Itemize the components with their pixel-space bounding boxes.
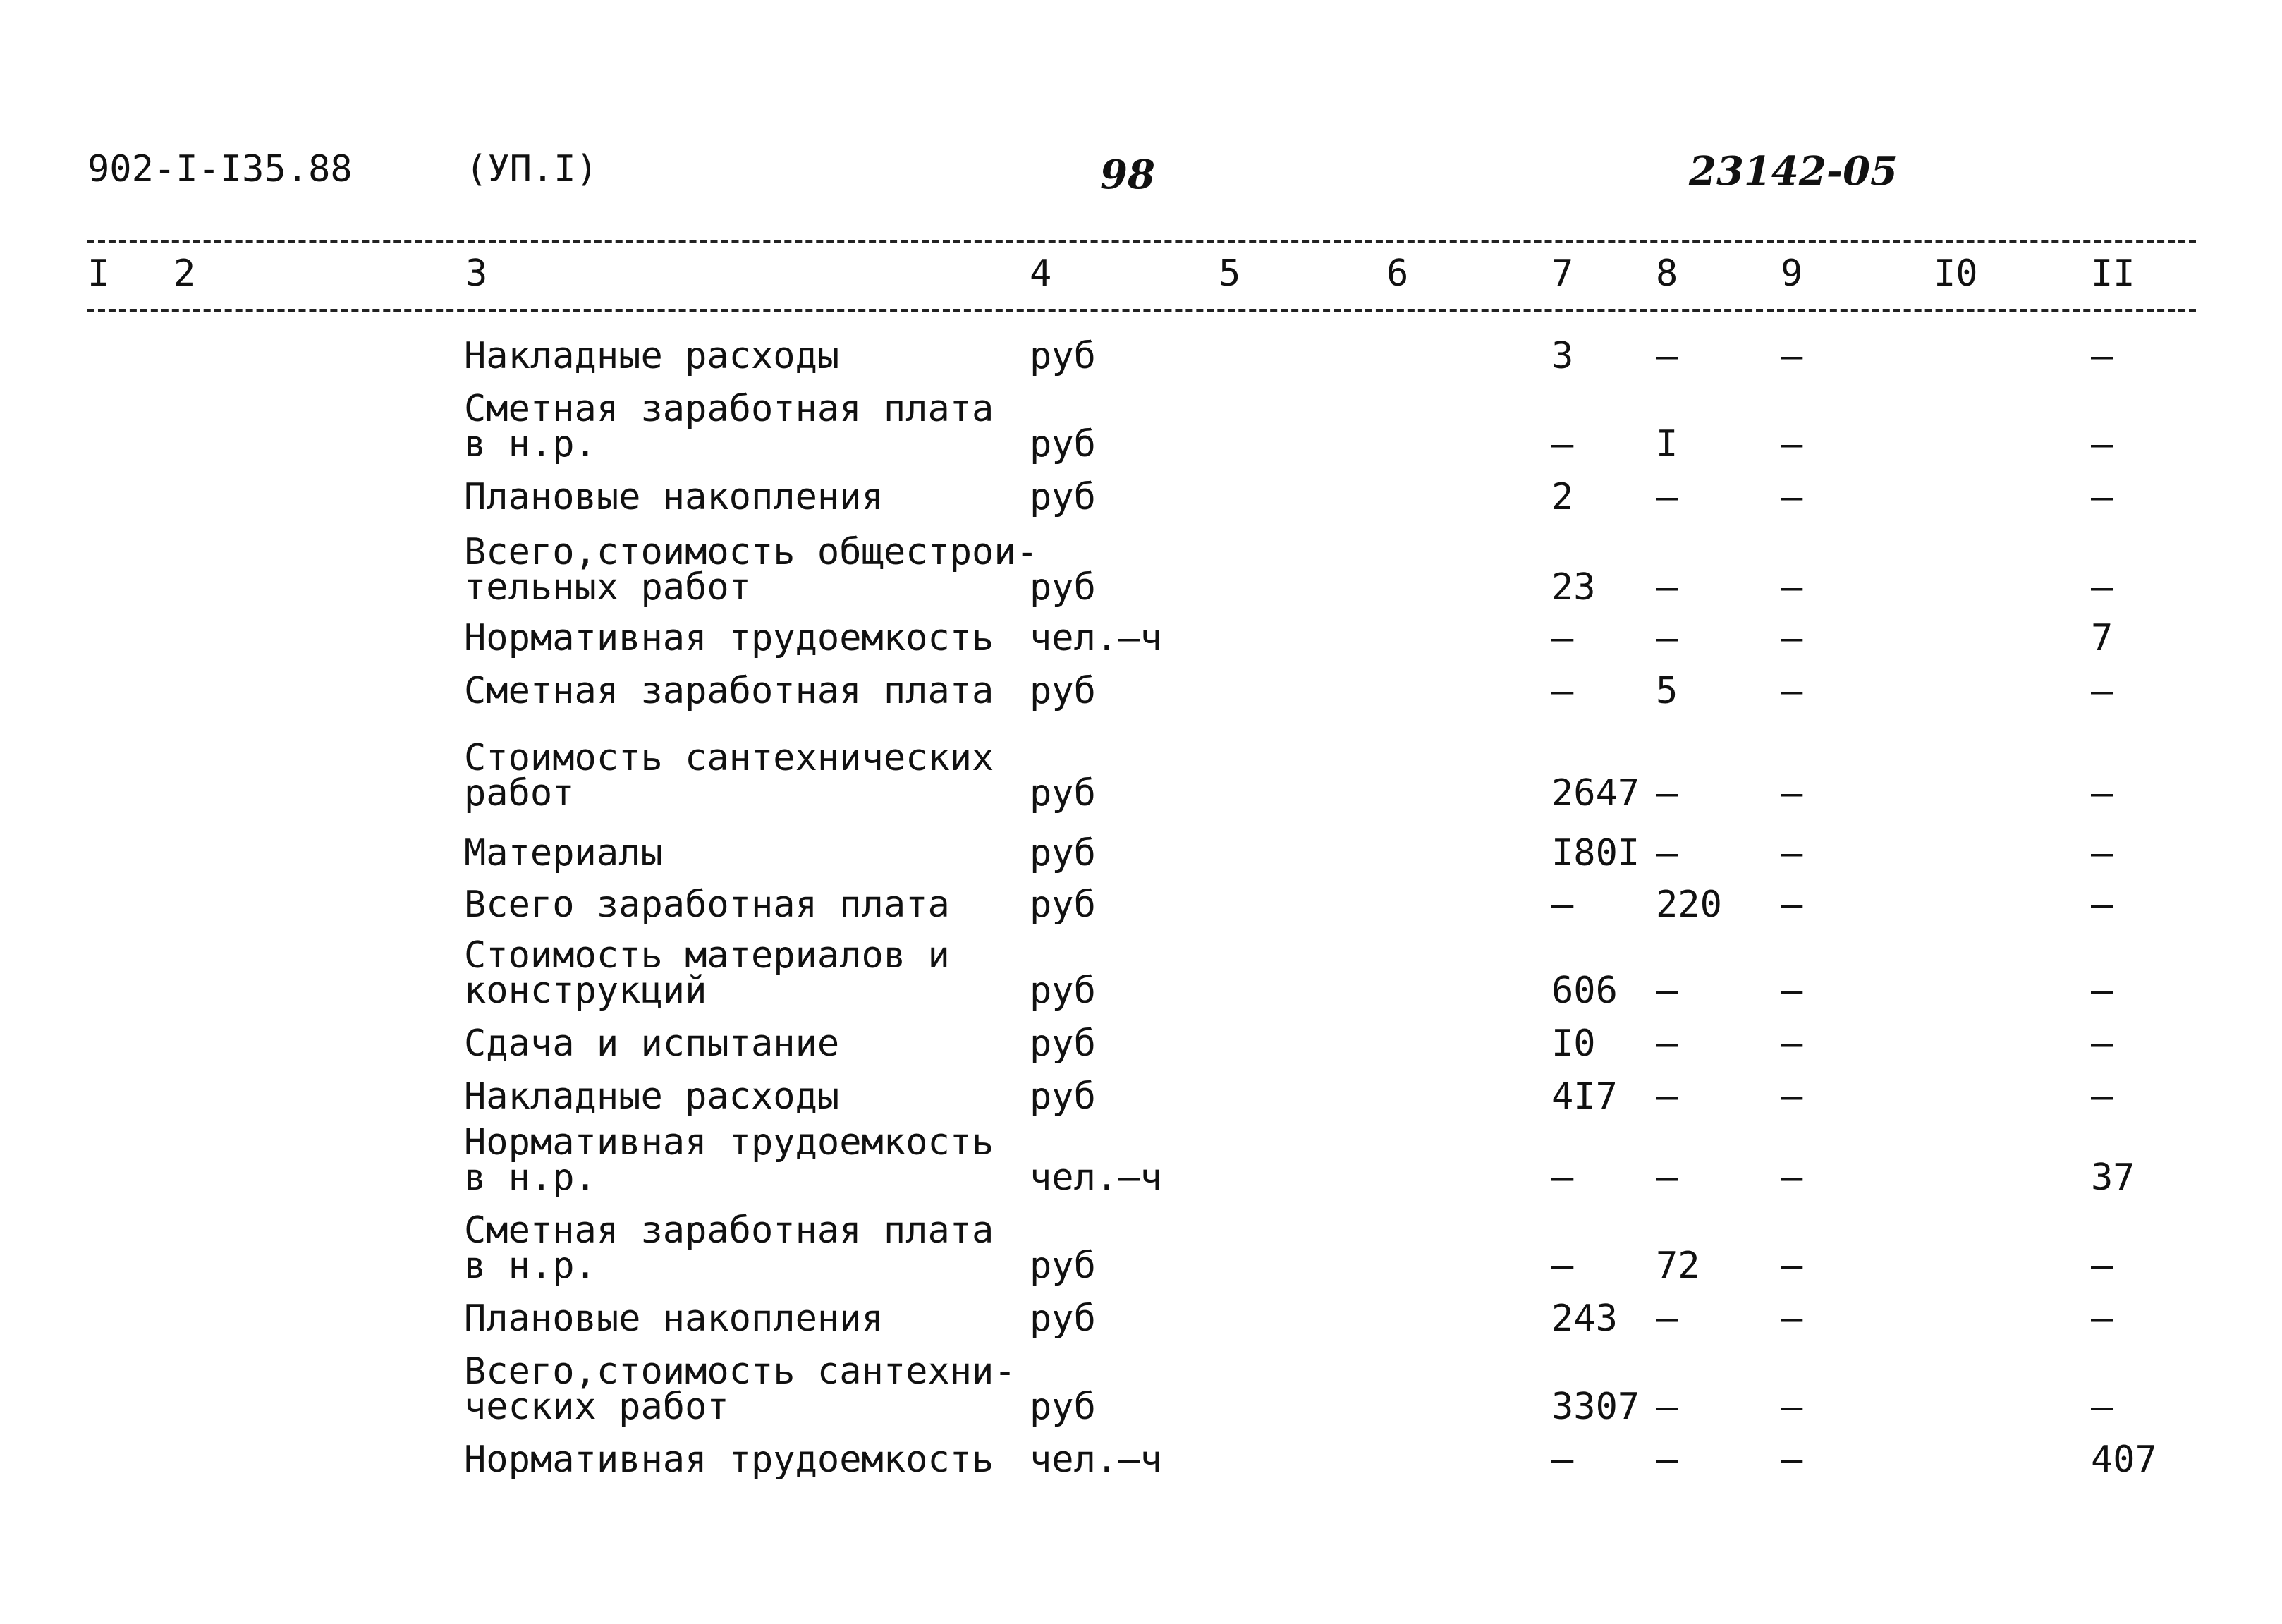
row-col9: – bbox=[1781, 1075, 1803, 1118]
row-col8: I bbox=[1656, 423, 1678, 465]
row-col8: – bbox=[1656, 970, 1678, 1012]
row-col7: – bbox=[1551, 884, 1574, 926]
column-header: 3 bbox=[465, 252, 488, 295]
row-unit: руб bbox=[1030, 970, 1096, 1012]
table-row bbox=[0, 388, 2282, 465]
row-col7: I80I bbox=[1551, 832, 1640, 874]
row-col11: – bbox=[2091, 832, 2113, 874]
row-col9: – bbox=[1781, 1245, 1803, 1287]
row-col11: – bbox=[2091, 970, 2113, 1012]
row-col9: – bbox=[1781, 772, 1803, 814]
row-description: Стоимость сантехнических работ bbox=[464, 737, 994, 814]
row-description: Плановые накопления bbox=[464, 476, 884, 518]
row-col8: – bbox=[1656, 1386, 1678, 1428]
row-unit: руб bbox=[1030, 423, 1096, 465]
row-col8: – bbox=[1656, 1156, 1678, 1199]
table-row bbox=[0, 1298, 2282, 1340]
column-header: 9 bbox=[1781, 252, 1803, 295]
row-col8: 220 bbox=[1656, 884, 1722, 926]
row-description: Материалы bbox=[464, 832, 663, 874]
row-col9: – bbox=[1781, 476, 1803, 518]
row-description: Сдача и испытание bbox=[464, 1022, 840, 1065]
document-code: 902-I-I35.88 bbox=[87, 148, 353, 190]
row-col8: – bbox=[1656, 772, 1678, 814]
table-header-rule bbox=[87, 309, 2196, 312]
row-col9: – bbox=[1781, 884, 1803, 926]
row-unit: руб bbox=[1030, 884, 1096, 926]
row-unit: чел.–ч bbox=[1030, 1156, 1162, 1199]
row-col7: 2647 bbox=[1551, 772, 1640, 814]
row-col9: – bbox=[1781, 1386, 1803, 1428]
row-description: Нормативная трудоемкость bbox=[464, 617, 994, 659]
row-unit: руб bbox=[1030, 476, 1096, 518]
row-description: Плановые накопления bbox=[464, 1298, 884, 1340]
column-header: 6 bbox=[1386, 252, 1409, 295]
row-unit: руб bbox=[1030, 1075, 1096, 1118]
row-unit: руб bbox=[1030, 1386, 1096, 1428]
table-row bbox=[0, 617, 2282, 659]
row-description: Всего,стоимость общестрои- тельных работ bbox=[464, 531, 1038, 609]
row-col11: – bbox=[2091, 670, 2113, 712]
column-header: 5 bbox=[1219, 252, 1241, 295]
row-col11: – bbox=[2091, 476, 2113, 518]
row-col8: – bbox=[1656, 476, 1678, 518]
row-col7: – bbox=[1551, 1245, 1574, 1287]
row-description: Нормативная трудоемкость bbox=[464, 1439, 994, 1481]
table-row bbox=[0, 1121, 2282, 1199]
row-col9: – bbox=[1781, 566, 1803, 609]
row-description: Сметная заработная плата в н.р. bbox=[464, 388, 994, 465]
column-header: 4 bbox=[1030, 252, 1052, 295]
row-col11: – bbox=[2091, 772, 2113, 814]
row-col11: 407 bbox=[2091, 1439, 2157, 1481]
column-header: I bbox=[87, 252, 110, 295]
row-col7: – bbox=[1551, 1439, 1574, 1481]
row-col11: – bbox=[2091, 1022, 2113, 1065]
table-row bbox=[0, 670, 2282, 712]
row-col11: 7 bbox=[2091, 617, 2113, 659]
column-header: 7 bbox=[1551, 252, 1574, 295]
row-col11: – bbox=[2091, 1075, 2113, 1118]
column-header: II bbox=[2091, 252, 2135, 295]
row-description: Сметная заработная плата в н.р. bbox=[464, 1209, 994, 1287]
row-unit: руб bbox=[1030, 1022, 1096, 1065]
page-number: 98 bbox=[1100, 152, 1155, 198]
row-col7: 606 bbox=[1551, 970, 1618, 1012]
row-col8: – bbox=[1656, 1439, 1678, 1481]
row-col8: 5 bbox=[1656, 670, 1678, 712]
row-description: Нормативная трудоемкость в н.р. bbox=[464, 1121, 994, 1199]
row-col11: – bbox=[2091, 1245, 2113, 1287]
inventory-number: 23142-05 bbox=[1689, 148, 1898, 195]
row-col8: – bbox=[1656, 617, 1678, 659]
row-col8: – bbox=[1656, 832, 1678, 874]
row-col9: – bbox=[1781, 1439, 1803, 1481]
row-description: Стоимость материалов и конструкций bbox=[464, 934, 950, 1012]
row-col8: 72 bbox=[1656, 1245, 1700, 1287]
row-col11: – bbox=[2091, 335, 2113, 377]
table-row bbox=[0, 884, 2282, 926]
row-description: Накладные расходы bbox=[464, 335, 840, 377]
row-description: Всего,стоимость сантехни- ческих работ bbox=[464, 1350, 1016, 1428]
table-row bbox=[0, 1209, 2282, 1287]
row-col7: 3307 bbox=[1551, 1386, 1640, 1428]
row-col9: – bbox=[1781, 1022, 1803, 1065]
table-row bbox=[0, 832, 2282, 874]
row-description: Накладные расходы bbox=[464, 1075, 840, 1118]
table-row bbox=[0, 934, 2282, 1012]
row-col7: – bbox=[1551, 617, 1574, 659]
row-col7: 3 bbox=[1551, 335, 1574, 377]
row-col11: – bbox=[2091, 1298, 2113, 1340]
row-col9: – bbox=[1781, 970, 1803, 1012]
table-row bbox=[0, 737, 2282, 814]
row-col9: – bbox=[1781, 617, 1803, 659]
row-col8: – bbox=[1656, 335, 1678, 377]
row-col9: – bbox=[1781, 335, 1803, 377]
row-col8: – bbox=[1656, 1022, 1678, 1065]
table-row bbox=[0, 335, 2282, 377]
row-col9: – bbox=[1781, 1298, 1803, 1340]
row-col7: I0 bbox=[1551, 1022, 1596, 1065]
row-col11: – bbox=[2091, 423, 2113, 465]
row-col9: – bbox=[1781, 832, 1803, 874]
row-unit: чел.–ч bbox=[1030, 617, 1162, 659]
row-col8: – bbox=[1656, 1298, 1678, 1340]
row-col11: – bbox=[2091, 884, 2113, 926]
row-unit: руб bbox=[1030, 772, 1096, 814]
row-col8: – bbox=[1656, 566, 1678, 609]
row-col7: – bbox=[1551, 1156, 1574, 1199]
row-unit: руб bbox=[1030, 1245, 1096, 1287]
table-row bbox=[0, 476, 2282, 518]
row-col7: 243 bbox=[1551, 1298, 1618, 1340]
table-row bbox=[0, 1075, 2282, 1118]
row-unit: руб bbox=[1030, 335, 1096, 377]
column-header: I0 bbox=[1934, 252, 1978, 295]
row-col9: – bbox=[1781, 1156, 1803, 1199]
row-col7: 23 bbox=[1551, 566, 1596, 609]
row-col7: – bbox=[1551, 423, 1574, 465]
row-col11: 37 bbox=[2091, 1156, 2135, 1199]
column-header: 8 bbox=[1656, 252, 1678, 295]
row-col9: – bbox=[1781, 423, 1803, 465]
table-row bbox=[0, 1439, 2282, 1481]
row-unit: руб bbox=[1030, 566, 1096, 609]
row-col9: – bbox=[1781, 670, 1803, 712]
table-row bbox=[0, 1022, 2282, 1065]
row-unit: руб bbox=[1030, 832, 1096, 874]
row-unit: чел.–ч bbox=[1030, 1439, 1162, 1481]
table-row bbox=[0, 531, 2282, 609]
row-unit: руб bbox=[1030, 670, 1096, 712]
row-col8: – bbox=[1656, 1075, 1678, 1118]
row-col7: 2 bbox=[1551, 476, 1574, 518]
row-col7: 4I7 bbox=[1551, 1075, 1618, 1118]
row-col11: – bbox=[2091, 566, 2113, 609]
row-description: Всего заработная плата bbox=[464, 884, 950, 926]
table-top-rule bbox=[87, 240, 2196, 243]
row-unit: руб bbox=[1030, 1298, 1096, 1340]
section-code: (УП.I) bbox=[465, 148, 598, 190]
row-col7: – bbox=[1551, 670, 1574, 712]
row-description: Сметная заработная плата bbox=[464, 670, 994, 712]
table-row bbox=[0, 1350, 2282, 1428]
row-col11: – bbox=[2091, 1386, 2113, 1428]
column-header: 2 bbox=[173, 252, 196, 295]
